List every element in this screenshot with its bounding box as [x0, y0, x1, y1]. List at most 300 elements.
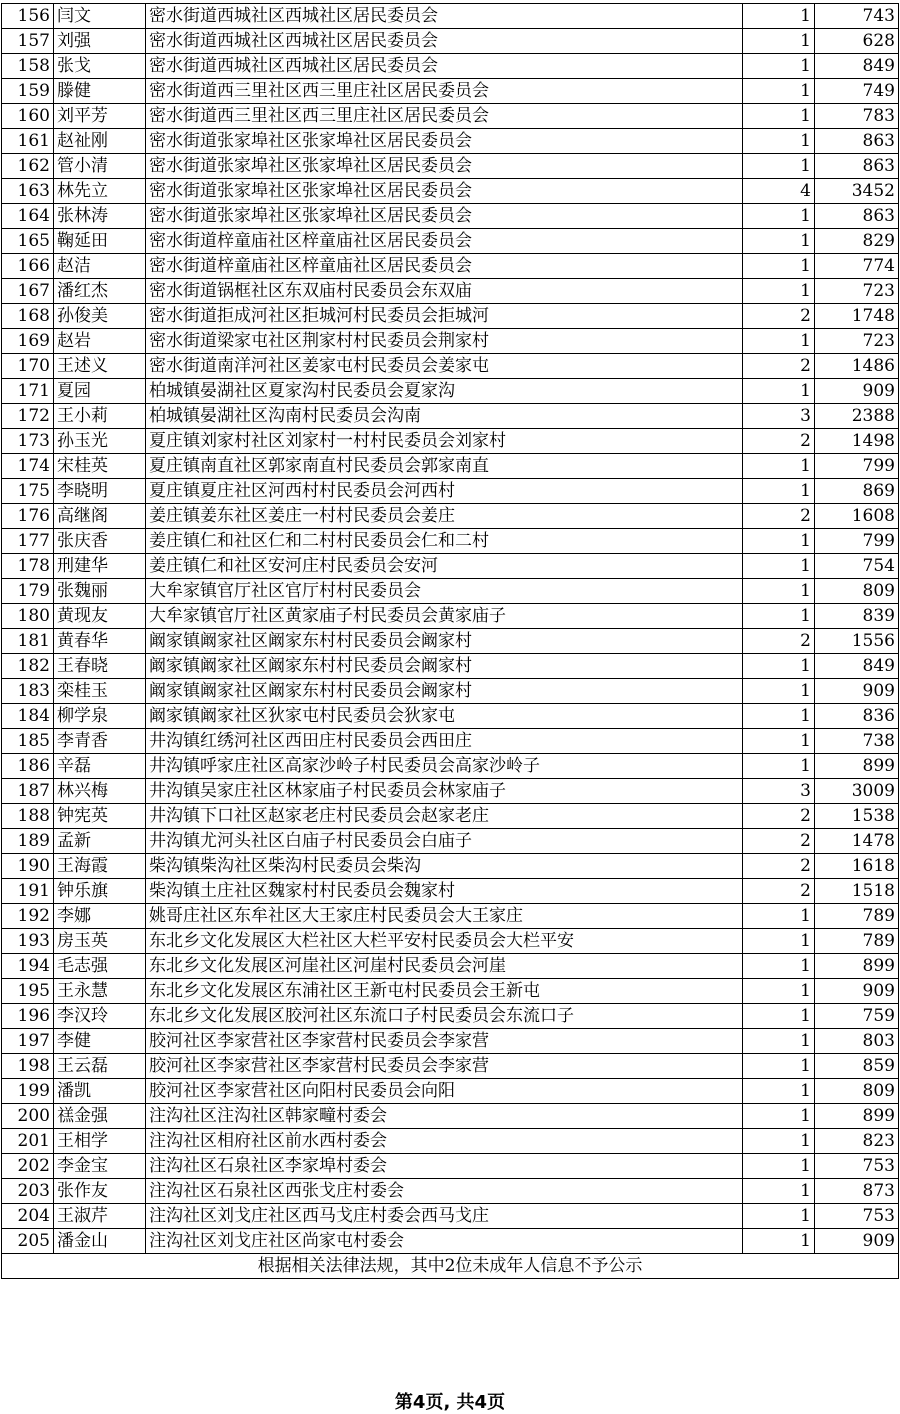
row-number-cell: 182 [2, 654, 54, 679]
address-cell: 密水街道张家埠社区张家埠社区居民委员会 [146, 154, 743, 179]
row-number-cell: 180 [2, 604, 54, 629]
person-name-cell: 林先立 [54, 179, 146, 204]
address-cell: 夏庄镇刘家村社区刘家村一村村民委员会刘家村 [146, 429, 743, 454]
table-row [2, 929, 899, 954]
address-cell: 胶河社区李家营社区李家营村民委员会李家营 [146, 1029, 743, 1054]
amount-cell: 873 [815, 1179, 899, 1204]
amount-cell: 909 [815, 979, 899, 1004]
table-row [2, 1079, 899, 1104]
address-cell: 阚家镇阚家社区阚家东村村民委员会阚家村 [146, 629, 743, 654]
row-number-cell: 187 [2, 779, 54, 804]
amount-cell: 1618 [815, 854, 899, 879]
table-row [2, 429, 899, 454]
amount-cell: 628 [815, 29, 899, 54]
count-cell: 2 [743, 854, 815, 879]
table-row [2, 104, 899, 129]
amount-cell: 849 [815, 54, 899, 79]
amount-cell: 723 [815, 329, 899, 354]
privacy-note: 根据相关法律法规，其中2位未成年人信息不予公示 [2, 1254, 899, 1279]
row-number-cell: 199 [2, 1079, 54, 1104]
table-row [2, 979, 899, 1004]
count-cell: 1 [743, 604, 815, 629]
row-number-cell: 156 [2, 4, 54, 29]
address-cell: 密水街道西城社区西城社区居民委员会 [146, 29, 743, 54]
count-cell: 2 [743, 354, 815, 379]
count-cell: 1 [743, 229, 815, 254]
amount-cell: 1538 [815, 804, 899, 829]
count-cell: 3 [743, 779, 815, 804]
table-row [2, 1129, 899, 1154]
row-number-cell: 194 [2, 954, 54, 979]
address-cell: 密水街道西城社区西城社区居民委员会 [146, 54, 743, 79]
count-cell: 1 [743, 754, 815, 779]
row-number-cell: 198 [2, 1054, 54, 1079]
address-cell: 东北乡文化发展区大栏社区大栏平安村民委员会大栏平安 [146, 929, 743, 954]
note-row [2, 1254, 899, 1279]
person-name-cell: 李晓明 [54, 479, 146, 504]
count-cell: 1 [743, 254, 815, 279]
table-row [2, 204, 899, 229]
address-cell: 胶河社区李家营社区向阳村民委员会向阳 [146, 1079, 743, 1104]
count-cell: 1 [743, 129, 815, 154]
page-number: 第4页, 共4页 [394, 1392, 506, 1413]
person-name-cell: 刘平芳 [54, 104, 146, 129]
row-number-cell: 162 [2, 154, 54, 179]
person-name-cell: 鞠延田 [54, 229, 146, 254]
address-cell: 密水街道梓童庙社区梓童庙社区居民委员会 [146, 254, 743, 279]
row-number-cell: 171 [2, 379, 54, 404]
table-row [2, 579, 899, 604]
amount-cell: 1498 [815, 429, 899, 454]
amount-cell: 899 [815, 1104, 899, 1129]
table-row [2, 1204, 899, 1229]
table-row [2, 1229, 899, 1254]
row-number-cell: 166 [2, 254, 54, 279]
amount-cell: 809 [815, 579, 899, 604]
table-row [2, 754, 899, 779]
person-name-cell: 张庆香 [54, 529, 146, 554]
count-cell: 1 [743, 1029, 815, 1054]
person-name-cell: 毛志强 [54, 954, 146, 979]
address-cell: 姜庄镇姜东社区姜庄一村村民委员会姜庄 [146, 504, 743, 529]
count-cell: 1 [743, 454, 815, 479]
table-row [2, 529, 899, 554]
count-cell: 1 [743, 204, 815, 229]
amount-cell: 849 [815, 654, 899, 679]
amount-cell: 799 [815, 454, 899, 479]
amount-cell: 753 [815, 1204, 899, 1229]
address-cell: 东北乡文化发展区河崖社区河崖村民委员会河崖 [146, 954, 743, 979]
count-cell: 1 [743, 479, 815, 504]
count-cell: 1 [743, 979, 815, 1004]
row-number-cell: 200 [2, 1104, 54, 1129]
table-row [2, 829, 899, 854]
count-cell: 4 [743, 179, 815, 204]
address-cell: 井沟镇尤河头社区白庙子村民委员会白庙子 [146, 829, 743, 854]
person-name-cell: 李金宝 [54, 1154, 146, 1179]
count-cell: 1 [743, 329, 815, 354]
row-number-cell: 202 [2, 1154, 54, 1179]
row-number-cell: 161 [2, 129, 54, 154]
count-cell: 1 [743, 154, 815, 179]
person-name-cell: 孙俊美 [54, 304, 146, 329]
person-name-cell: 王相学 [54, 1129, 146, 1154]
table-row [2, 1179, 899, 1204]
table-row [2, 654, 899, 679]
count-cell: 1 [743, 29, 815, 54]
row-number-cell: 190 [2, 854, 54, 879]
table-row [2, 404, 899, 429]
person-name-cell: 柳学泉 [54, 704, 146, 729]
row-number-cell: 158 [2, 54, 54, 79]
amount-cell: 759 [815, 1004, 899, 1029]
row-number-cell: 188 [2, 804, 54, 829]
table-row [2, 854, 899, 879]
row-number-cell: 164 [2, 204, 54, 229]
count-cell: 1 [743, 279, 815, 304]
amount-cell: 909 [815, 379, 899, 404]
address-cell: 密水街道梓童庙社区梓童庙社区居民委员会 [146, 229, 743, 254]
person-name-cell: 林兴梅 [54, 779, 146, 804]
row-number-cell: 192 [2, 904, 54, 929]
amount-cell: 783 [815, 104, 899, 129]
address-cell: 柴沟镇柴沟社区柴沟村民委员会柴沟 [146, 854, 743, 879]
table-body [2, 4, 899, 1254]
amount-cell: 863 [815, 129, 899, 154]
table-row [2, 229, 899, 254]
row-number-cell: 157 [2, 29, 54, 54]
person-name-cell: 张魏丽 [54, 579, 146, 604]
recipient-table [1, 3, 899, 1279]
row-number-cell: 184 [2, 704, 54, 729]
table-row [2, 479, 899, 504]
count-cell: 1 [743, 679, 815, 704]
count-cell: 1 [743, 904, 815, 929]
table-row [2, 779, 899, 804]
amount-cell: 839 [815, 604, 899, 629]
address-cell: 柴沟镇土庄社区魏家村村民委员会魏家村 [146, 879, 743, 904]
row-number-cell: 172 [2, 404, 54, 429]
table-row [2, 54, 899, 79]
address-cell: 密水街道南洋河社区姜家屯村民委员会姜家屯 [146, 354, 743, 379]
address-cell: 注沟社区石泉社区西张戈庄村委会 [146, 1179, 743, 1204]
amount-cell: 799 [815, 529, 899, 554]
table-row [2, 354, 899, 379]
person-name-cell: 王小莉 [54, 404, 146, 429]
address-cell: 密水街道拒成河社区拒城河村民委员会拒城河 [146, 304, 743, 329]
row-number-cell: 204 [2, 1204, 54, 1229]
address-cell: 姜庄镇仁和社区仁和二村村民委员会仁和二村 [146, 529, 743, 554]
count-cell: 1 [743, 4, 815, 29]
count-cell: 3 [743, 404, 815, 429]
count-cell: 2 [743, 804, 815, 829]
address-cell: 密水街道张家埠社区张家埠社区居民委员会 [146, 179, 743, 204]
amount-cell: 753 [815, 1154, 899, 1179]
count-cell: 1 [743, 729, 815, 754]
person-name-cell: 张戈 [54, 54, 146, 79]
address-cell: 密水街道西三里社区西三里庄社区居民委员会 [146, 79, 743, 104]
amount-cell: 863 [815, 204, 899, 229]
amount-cell: 899 [815, 754, 899, 779]
row-number-cell: 193 [2, 929, 54, 954]
amount-cell: 723 [815, 279, 899, 304]
person-name-cell: 王淑芹 [54, 1204, 146, 1229]
address-cell: 阚家镇阚家社区阚家东村村民委员会阚家村 [146, 654, 743, 679]
table-row [2, 329, 899, 354]
person-name-cell: 闫文 [54, 4, 146, 29]
person-name-cell: 潘凯 [54, 1079, 146, 1104]
table-row [2, 1004, 899, 1029]
amount-cell: 3009 [815, 779, 899, 804]
table-row [2, 629, 899, 654]
person-name-cell: 张林涛 [54, 204, 146, 229]
person-name-cell: 潘金山 [54, 1229, 146, 1254]
address-cell: 井沟镇吴家庄社区林家庙子村民委员会林家庙子 [146, 779, 743, 804]
table-row [2, 454, 899, 479]
address-cell: 井沟镇下口社区赵家老庄村民委员会赵家老庄 [146, 804, 743, 829]
person-name-cell: 王海霞 [54, 854, 146, 879]
row-number-cell: 159 [2, 79, 54, 104]
count-cell: 1 [743, 654, 815, 679]
address-cell: 井沟镇呼家庄社区高家沙岭子村民委员会高家沙岭子 [146, 754, 743, 779]
table-row [2, 304, 899, 329]
person-name-cell: 王永慧 [54, 979, 146, 1004]
person-name-cell: 管小清 [54, 154, 146, 179]
table-row [2, 179, 899, 204]
count-cell: 1 [743, 79, 815, 104]
amount-cell: 743 [815, 4, 899, 29]
count-cell: 1 [743, 1104, 815, 1129]
address-cell: 井沟镇红绣河社区西田庄村民委员会西田庄 [146, 729, 743, 754]
amount-cell: 2388 [815, 404, 899, 429]
table-row [2, 79, 899, 104]
amount-cell: 1748 [815, 304, 899, 329]
row-number-cell: 183 [2, 679, 54, 704]
person-name-cell: 钟宪英 [54, 804, 146, 829]
row-number-cell: 175 [2, 479, 54, 504]
row-number-cell: 191 [2, 879, 54, 904]
person-name-cell: 栾桂玉 [54, 679, 146, 704]
person-name-cell: 房玉英 [54, 929, 146, 954]
amount-cell: 774 [815, 254, 899, 279]
count-cell: 1 [743, 954, 815, 979]
amount-cell: 1608 [815, 504, 899, 529]
row-number-cell: 178 [2, 554, 54, 579]
person-name-cell: 滕健 [54, 79, 146, 104]
row-number-cell: 169 [2, 329, 54, 354]
table-row [2, 1104, 899, 1129]
row-number-cell: 203 [2, 1179, 54, 1204]
table-row [2, 679, 899, 704]
table-row [2, 254, 899, 279]
address-cell: 密水街道张家埠社区张家埠社区居民委员会 [146, 204, 743, 229]
amount-cell: 809 [815, 1079, 899, 1104]
amount-cell: 869 [815, 479, 899, 504]
person-name-cell: 孟新 [54, 829, 146, 854]
row-number-cell: 170 [2, 354, 54, 379]
address-cell: 注沟社区刘戈庄社区西马戈庄村委会西马戈庄 [146, 1204, 743, 1229]
address-cell: 密水街道张家埠社区张家埠社区居民委员会 [146, 129, 743, 154]
amount-cell: 3452 [815, 179, 899, 204]
row-number-cell: 196 [2, 1004, 54, 1029]
count-cell: 1 [743, 1179, 815, 1204]
amount-cell: 789 [815, 929, 899, 954]
person-name-cell: 张作友 [54, 1179, 146, 1204]
address-cell: 姚哥庄社区东牟社区大王家庄村民委员会大王家庄 [146, 904, 743, 929]
count-cell: 1 [743, 54, 815, 79]
address-cell: 胶河社区李家营社区李家营村民委员会李家营 [146, 1054, 743, 1079]
person-name-cell: 辛磊 [54, 754, 146, 779]
address-cell: 东北乡文化发展区胶河社区东流口子村民委员会东流口子 [146, 1004, 743, 1029]
person-name-cell: 王述义 [54, 354, 146, 379]
address-cell: 密水街道西城社区西城社区居民委员会 [146, 4, 743, 29]
address-cell: 阚家镇阚家社区狄家屯村民委员会狄家屯 [146, 704, 743, 729]
row-number-cell: 174 [2, 454, 54, 479]
table-row [2, 954, 899, 979]
person-name-cell: 李娜 [54, 904, 146, 929]
address-cell: 密水街道梁家屯社区荆家村村民委员会荆家村 [146, 329, 743, 354]
table-row [2, 129, 899, 154]
count-cell: 1 [743, 1004, 815, 1029]
person-name-cell: 黄春华 [54, 629, 146, 654]
count-cell: 1 [743, 529, 815, 554]
table-row [2, 1154, 899, 1179]
table-row [2, 729, 899, 754]
row-number-cell: 163 [2, 179, 54, 204]
amount-cell: 749 [815, 79, 899, 104]
table-row [2, 904, 899, 929]
address-cell: 阚家镇阚家社区阚家东村村民委员会阚家村 [146, 679, 743, 704]
count-cell: 1 [743, 704, 815, 729]
table-row [2, 1054, 899, 1079]
count-cell: 1 [743, 579, 815, 604]
person-name-cell: 王春晓 [54, 654, 146, 679]
table-row [2, 704, 899, 729]
address-cell: 注沟社区石泉社区李家埠村委会 [146, 1154, 743, 1179]
row-number-cell: 160 [2, 104, 54, 129]
row-number-cell: 179 [2, 579, 54, 604]
person-name-cell: 王云磊 [54, 1054, 146, 1079]
person-name-cell: 刑建华 [54, 554, 146, 579]
table-row [2, 29, 899, 54]
person-name-cell: 赵岩 [54, 329, 146, 354]
address-cell: 密水街道锅框社区东双庙村民委员会东双庙 [146, 279, 743, 304]
row-number-cell: 185 [2, 729, 54, 754]
table-row [2, 1029, 899, 1054]
person-name-cell: 李青香 [54, 729, 146, 754]
address-cell: 东北乡文化发展区东浦社区王新屯村民委员会王新屯 [146, 979, 743, 1004]
amount-cell: 909 [815, 679, 899, 704]
amount-cell: 836 [815, 704, 899, 729]
row-number-cell: 177 [2, 529, 54, 554]
count-cell: 1 [743, 1204, 815, 1229]
person-name-cell: 钟乐旗 [54, 879, 146, 904]
amount-cell: 859 [815, 1054, 899, 1079]
count-cell: 1 [743, 1229, 815, 1254]
table-row [2, 4, 899, 29]
amount-cell: 738 [815, 729, 899, 754]
row-number-cell: 176 [2, 504, 54, 529]
person-name-cell: 宋桂英 [54, 454, 146, 479]
amount-cell: 754 [815, 554, 899, 579]
row-number-cell: 197 [2, 1029, 54, 1054]
count-cell: 2 [743, 629, 815, 654]
count-cell: 1 [743, 1054, 815, 1079]
person-name-cell: 禚金强 [54, 1104, 146, 1129]
amount-cell: 823 [815, 1129, 899, 1154]
row-number-cell: 186 [2, 754, 54, 779]
row-number-cell: 167 [2, 279, 54, 304]
row-number-cell: 195 [2, 979, 54, 1004]
table-row [2, 279, 899, 304]
table-row [2, 604, 899, 629]
person-name-cell: 高继阁 [54, 504, 146, 529]
count-cell: 2 [743, 304, 815, 329]
person-name-cell: 李健 [54, 1029, 146, 1054]
count-cell: 1 [743, 929, 815, 954]
table-row [2, 554, 899, 579]
person-name-cell: 夏园 [54, 379, 146, 404]
row-number-cell: 181 [2, 629, 54, 654]
table-row [2, 804, 899, 829]
address-cell: 注沟社区刘戈庄社区尚家屯村委会 [146, 1229, 743, 1254]
address-cell: 注沟社区注沟社区韩家疃村委会 [146, 1104, 743, 1129]
person-name-cell: 潘红杰 [54, 279, 146, 304]
person-name-cell: 刘强 [54, 29, 146, 54]
count-cell: 2 [743, 829, 815, 854]
person-name-cell: 赵洁 [54, 254, 146, 279]
count-cell: 1 [743, 104, 815, 129]
address-cell: 柏城镇晏湖社区沟南村民委员会沟南 [146, 404, 743, 429]
count-cell: 1 [743, 1154, 815, 1179]
row-number-cell: 189 [2, 829, 54, 854]
table-row [2, 879, 899, 904]
address-cell: 姜庄镇仁和社区安河庄村民委员会安河 [146, 554, 743, 579]
table-row [2, 154, 899, 179]
address-cell: 注沟社区相府社区前水西村委会 [146, 1129, 743, 1154]
table-row [2, 379, 899, 404]
person-name-cell: 李汉玲 [54, 1004, 146, 1029]
address-cell: 柏城镇晏湖社区夏家沟村民委员会夏家沟 [146, 379, 743, 404]
table-row [2, 504, 899, 529]
person-name-cell: 孙玉光 [54, 429, 146, 454]
amount-cell: 829 [815, 229, 899, 254]
amount-cell: 789 [815, 904, 899, 929]
amount-cell: 1556 [815, 629, 899, 654]
row-number-cell: 165 [2, 229, 54, 254]
amount-cell: 909 [815, 1229, 899, 1254]
address-cell: 夏庄镇夏庄社区河西村村民委员会河西村 [146, 479, 743, 504]
count-cell: 2 [743, 429, 815, 454]
amount-cell: 1518 [815, 879, 899, 904]
person-name-cell: 黄现友 [54, 604, 146, 629]
amount-cell: 863 [815, 154, 899, 179]
amount-cell: 1486 [815, 354, 899, 379]
address-cell: 大牟家镇官厅社区黄家庙子村民委员会黄家庙子 [146, 604, 743, 629]
amount-cell: 1478 [815, 829, 899, 854]
row-number-cell: 205 [2, 1229, 54, 1254]
amount-cell: 803 [815, 1029, 899, 1054]
count-cell: 1 [743, 379, 815, 404]
row-number-cell: 173 [2, 429, 54, 454]
person-name-cell: 赵祉刚 [54, 129, 146, 154]
count-cell: 2 [743, 504, 815, 529]
count-cell: 1 [743, 1129, 815, 1154]
address-cell: 大牟家镇官厅社区官厅村村民委员会 [146, 579, 743, 604]
amount-cell: 899 [815, 954, 899, 979]
address-cell: 密水街道西三里社区西三里庄社区居民委员会 [146, 104, 743, 129]
row-number-cell: 201 [2, 1129, 54, 1154]
